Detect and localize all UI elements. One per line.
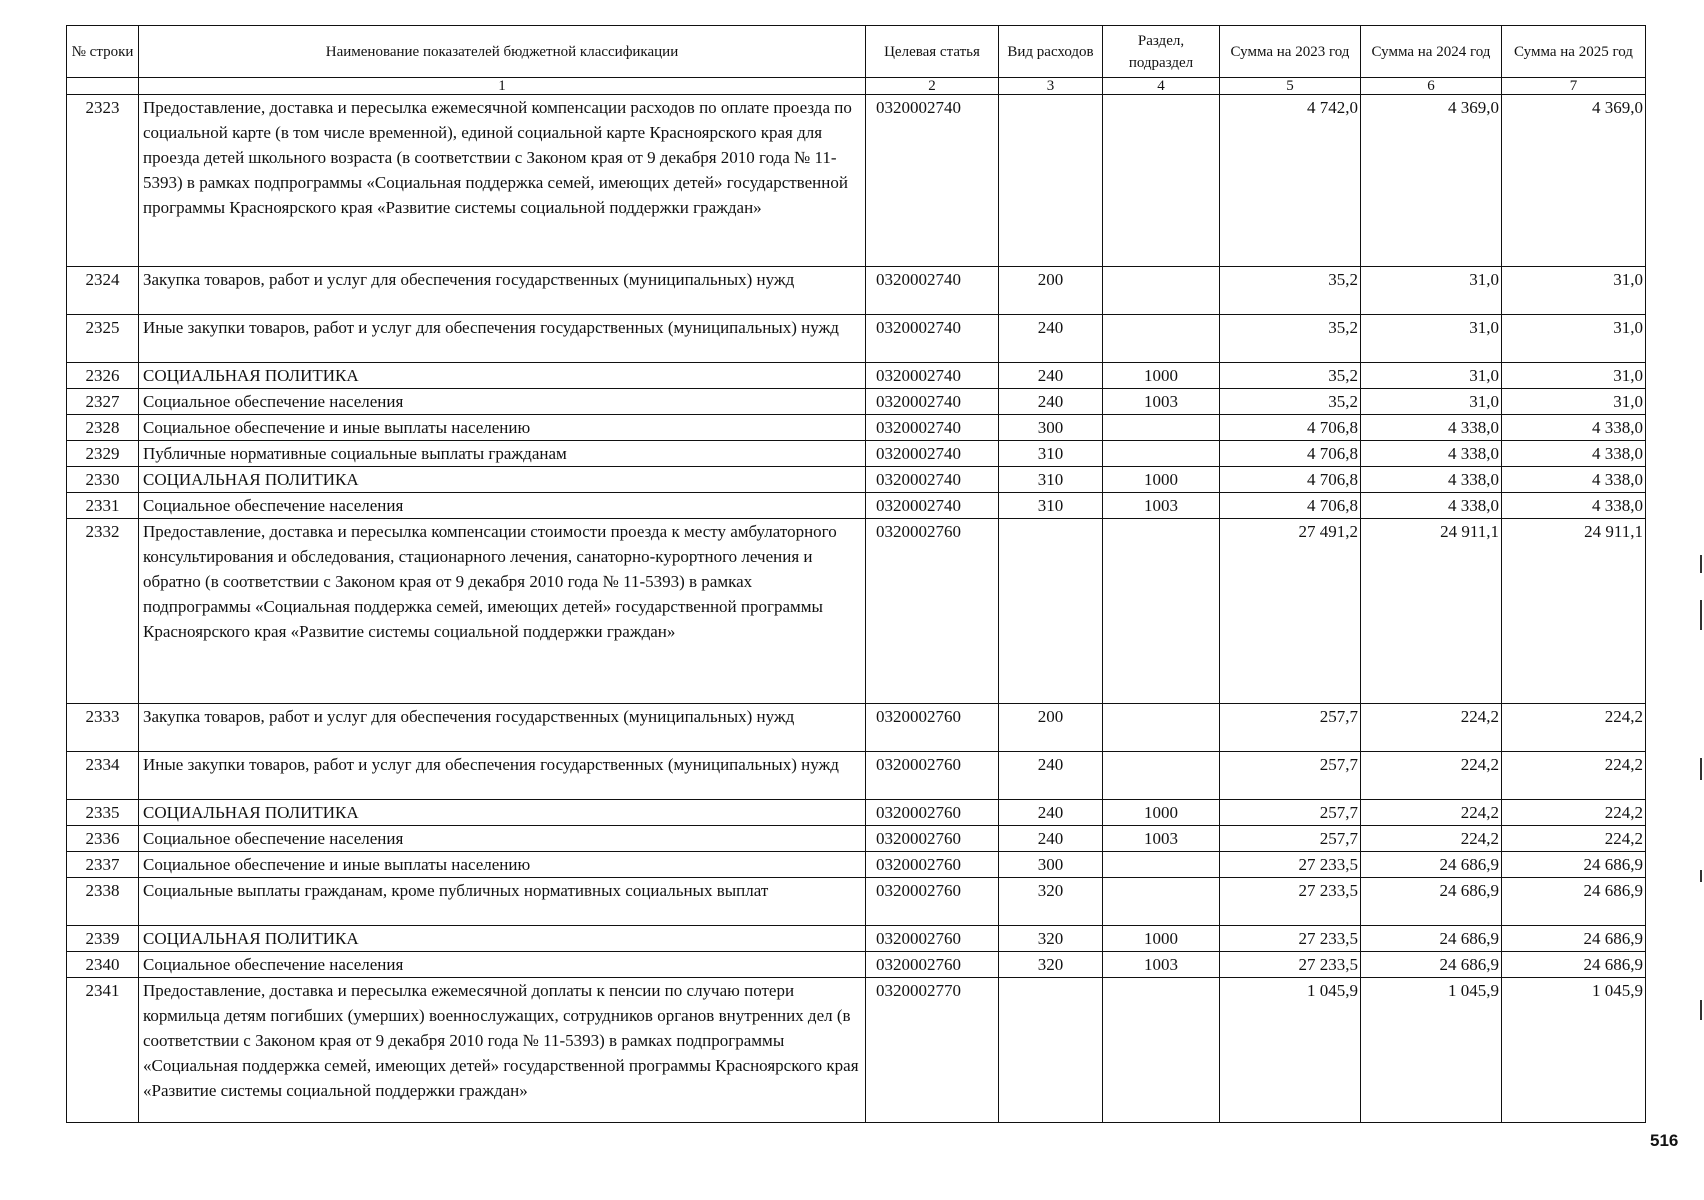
row-kind: 300 (999, 852, 1103, 878)
row-sum-2025: 4 338,0 (1502, 493, 1646, 519)
table-row (67, 978, 1646, 1123)
row-name: Социальные выплаты гражданам, кроме публичных нормативных социальных выплат (139, 878, 866, 926)
row-kind: 240 (999, 800, 1103, 826)
row-number: 2328 (67, 415, 139, 441)
row-name: Закупка товаров, работ и услуг для обеспечения государственных (муниципальных) нужд (139, 267, 866, 315)
row-sum-2025: 24 686,9 (1502, 952, 1646, 978)
row-number: 2341 (67, 978, 139, 1123)
row-section: 1000 (1103, 926, 1220, 952)
row-sum-2024: 224,2 (1361, 752, 1502, 800)
column-number: 1 (139, 78, 866, 95)
row-name: СОЦИАЛЬНАЯ ПОЛИТИКА (139, 926, 866, 952)
row-number: 2337 (67, 852, 139, 878)
row-sum-2025: 224,2 (1502, 826, 1646, 852)
row-section: 1000 (1103, 467, 1220, 493)
column-number: 2 (866, 78, 999, 95)
row-sum-2023: 27 233,5 (1220, 852, 1361, 878)
row-target-code: 0320002760 (866, 752, 999, 800)
row-number: 2339 (67, 926, 139, 952)
row-sum-2025: 31,0 (1502, 315, 1646, 363)
row-name: Социальное обеспечение и иные выплаты населению (139, 415, 866, 441)
row-section: 1000 (1103, 800, 1220, 826)
row-sum-2024: 4 338,0 (1361, 493, 1502, 519)
table-row (67, 95, 1646, 267)
table-row (67, 926, 1646, 952)
row-name: СОЦИАЛЬНАЯ ПОЛИТИКА (139, 363, 866, 389)
row-sum-2024: 4 338,0 (1361, 441, 1502, 467)
row-target-code: 0320002760 (866, 852, 999, 878)
row-name: Закупка товаров, работ и услуг для обеспечения государственных (муниципальных) нужд (139, 704, 866, 752)
row-target-code: 0320002740 (866, 493, 999, 519)
row-name: Социальное обеспечение населения (139, 493, 866, 519)
header-sum-2023: Сумма на 2023 год (1220, 26, 1361, 78)
row-sum-2025: 24 686,9 (1502, 878, 1646, 926)
scan-edge-mark (1700, 758, 1702, 780)
row-number: 2332 (67, 519, 139, 704)
row-sum-2024: 31,0 (1361, 315, 1502, 363)
row-target-code: 0320002740 (866, 441, 999, 467)
row-name: СОЦИАЛЬНАЯ ПОЛИТИКА (139, 800, 866, 826)
row-target-code: 0320002760 (866, 826, 999, 852)
table-row (67, 952, 1646, 978)
column-number: 5 (1220, 78, 1361, 95)
row-name: Социальное обеспечение населения (139, 389, 866, 415)
row-name: Иные закупки товаров, работ и услуг для обеспечения государственных (муниципальных) нужд (139, 315, 866, 363)
row-target-code: 0320002740 (866, 415, 999, 441)
row-sum-2025: 24 911,1 (1502, 519, 1646, 704)
header-section: Раздел, подраздел (1103, 26, 1220, 78)
row-kind (999, 978, 1103, 1123)
row-name: Иные закупки товаров, работ и услуг для обеспечения государственных (муниципальных) нужд (139, 752, 866, 800)
row-kind: 300 (999, 415, 1103, 441)
row-name: Социальное обеспечение и иные выплаты населению (139, 852, 866, 878)
row-sum-2023: 4 706,8 (1220, 441, 1361, 467)
row-sum-2023: 257,7 (1220, 704, 1361, 752)
row-number: 2330 (67, 467, 139, 493)
row-number: 2323 (67, 95, 139, 267)
row-sum-2024: 4 369,0 (1361, 95, 1502, 267)
row-section (1103, 315, 1220, 363)
column-number (67, 78, 139, 95)
table-row (67, 826, 1646, 852)
row-kind: 310 (999, 493, 1103, 519)
row-sum-2023: 257,7 (1220, 752, 1361, 800)
row-sum-2024: 1 045,9 (1361, 978, 1502, 1123)
row-section: 1003 (1103, 493, 1220, 519)
row-kind: 310 (999, 467, 1103, 493)
row-kind: 240 (999, 826, 1103, 852)
row-sum-2023: 27 233,5 (1220, 926, 1361, 952)
row-number: 2329 (67, 441, 139, 467)
row-name: Публичные нормативные социальные выплаты гражданам (139, 441, 866, 467)
row-section (1103, 752, 1220, 800)
table-row (67, 415, 1646, 441)
row-target-code: 0320002740 (866, 363, 999, 389)
header-target: Целевая статья (866, 26, 999, 78)
column-number: 4 (1103, 78, 1220, 95)
row-number: 2338 (67, 878, 139, 926)
row-section (1103, 852, 1220, 878)
row-sum-2023: 35,2 (1220, 267, 1361, 315)
row-sum-2025: 4 338,0 (1502, 441, 1646, 467)
row-sum-2023: 4 706,8 (1220, 493, 1361, 519)
row-sum-2024: 4 338,0 (1361, 415, 1502, 441)
row-sum-2025: 24 686,9 (1502, 926, 1646, 952)
scan-edge-mark (1700, 600, 1702, 630)
row-section (1103, 267, 1220, 315)
row-sum-2025: 224,2 (1502, 800, 1646, 826)
table-row (67, 493, 1646, 519)
row-section (1103, 95, 1220, 267)
header-row-no: № строки (67, 26, 139, 78)
row-number: 2325 (67, 315, 139, 363)
row-kind: 200 (999, 704, 1103, 752)
row-sum-2023: 257,7 (1220, 826, 1361, 852)
row-sum-2025: 31,0 (1502, 389, 1646, 415)
row-kind: 240 (999, 315, 1103, 363)
row-target-code: 0320002740 (866, 467, 999, 493)
row-target-code: 0320002740 (866, 315, 999, 363)
row-sum-2025: 1 045,9 (1502, 978, 1646, 1123)
scan-edge-mark (1700, 1000, 1702, 1020)
scan-edge-mark (1700, 870, 1702, 882)
row-kind: 200 (999, 267, 1103, 315)
row-name: Предоставление, доставка и пересылка компенсации стоимости проезда к месту амбулаторного консультирования и обследования, стационарного лечения, санаторно-курортного лечения и обратно (в соответствии с Законом края от 9 декабря 2010 года № 11-5393) в рамках подпрограммы «Социальная поддержка семей, имеющих детей» государственной программы Красноярского края «Развитие системы социальной поддержки граждан» (139, 519, 866, 704)
row-kind: 320 (999, 952, 1103, 978)
row-target-code: 0320002760 (866, 952, 999, 978)
column-number: 6 (1361, 78, 1502, 95)
row-sum-2025: 31,0 (1502, 363, 1646, 389)
row-kind: 320 (999, 926, 1103, 952)
row-section (1103, 441, 1220, 467)
row-sum-2024: 31,0 (1361, 389, 1502, 415)
table-row (67, 467, 1646, 493)
row-section: 1000 (1103, 363, 1220, 389)
row-target-code: 0320002760 (866, 800, 999, 826)
table-row (67, 852, 1646, 878)
row-sum-2023: 27 233,5 (1220, 878, 1361, 926)
row-sum-2023: 1 045,9 (1220, 978, 1361, 1123)
row-sum-2024: 31,0 (1361, 267, 1502, 315)
row-section (1103, 415, 1220, 441)
row-sum-2025: 31,0 (1502, 267, 1646, 315)
row-target-code: 0320002760 (866, 878, 999, 926)
row-target-code: 0320002740 (866, 389, 999, 415)
header-sum-2024: Сумма на 2024 год (1361, 26, 1502, 78)
row-sum-2024: 224,2 (1361, 826, 1502, 852)
row-kind: 240 (999, 389, 1103, 415)
table-row (67, 704, 1646, 752)
header-row (67, 26, 1646, 78)
row-kind: 310 (999, 441, 1103, 467)
row-sum-2023: 35,2 (1220, 315, 1361, 363)
header-kind: Вид расходов (999, 26, 1103, 78)
row-sum-2023: 27 491,2 (1220, 519, 1361, 704)
row-sum-2024: 24 686,9 (1361, 852, 1502, 878)
row-section (1103, 978, 1220, 1123)
table-row (67, 441, 1646, 467)
scan-edge-mark (1700, 555, 1702, 573)
row-name: Социальное обеспечение населения (139, 826, 866, 852)
column-number: 7 (1502, 78, 1646, 95)
budget-table (66, 25, 1646, 1123)
row-section: 1003 (1103, 952, 1220, 978)
row-sum-2023: 4 742,0 (1220, 95, 1361, 267)
row-target-code: 0320002740 (866, 95, 999, 267)
header-name: Наименование показателей бюджетной классификации (139, 26, 866, 78)
row-kind: 240 (999, 752, 1103, 800)
row-sum-2024: 24 686,9 (1361, 878, 1502, 926)
row-target-code: 0320002740 (866, 267, 999, 315)
table-row (67, 315, 1646, 363)
row-sum-2024: 24 686,9 (1361, 926, 1502, 952)
row-sum-2023: 4 706,8 (1220, 415, 1361, 441)
row-sum-2024: 24 911,1 (1361, 519, 1502, 704)
row-section (1103, 704, 1220, 752)
row-section (1103, 878, 1220, 926)
row-number: 2340 (67, 952, 139, 978)
row-number: 2331 (67, 493, 139, 519)
row-sum-2024: 224,2 (1361, 704, 1502, 752)
column-number: 3 (999, 78, 1103, 95)
header-sum-2025: Сумма на 2025 год (1502, 26, 1646, 78)
row-sum-2025: 4 338,0 (1502, 415, 1646, 441)
row-number: 2326 (67, 363, 139, 389)
row-section: 1003 (1103, 389, 1220, 415)
row-sum-2024: 4 338,0 (1361, 467, 1502, 493)
row-sum-2023: 257,7 (1220, 800, 1361, 826)
row-sum-2025: 24 686,9 (1502, 852, 1646, 878)
row-name: СОЦИАЛЬНАЯ ПОЛИТИКА (139, 467, 866, 493)
row-sum-2025: 224,2 (1502, 752, 1646, 800)
row-sum-2023: 35,2 (1220, 363, 1361, 389)
row-target-code: 0320002760 (866, 704, 999, 752)
row-target-code: 0320002760 (866, 519, 999, 704)
row-target-code: 0320002760 (866, 926, 999, 952)
table-row (67, 878, 1646, 926)
table-row (67, 363, 1646, 389)
row-sum-2024: 24 686,9 (1361, 952, 1502, 978)
row-kind (999, 95, 1103, 267)
row-number: 2336 (67, 826, 139, 852)
table-row (67, 389, 1646, 415)
row-sum-2025: 224,2 (1502, 704, 1646, 752)
row-name: Предоставление, доставка и пересылка ежемесячной компенсации расходов по оплате проезда по социальной карте (в том числе временной), единой социальной карте Красноярского края для проезда детей школьного возраста (в соответствии с Законом края от 9 декабря 2010 года № 11-5393) в рамках подпрограммы «Социальная поддержка семей, имеющих детей» государственной программы Красноярского края «Развитие системы социальной поддержки граждан» (139, 95, 866, 267)
row-sum-2023: 4 706,8 (1220, 467, 1361, 493)
row-name: Социальное обеспечение населения (139, 952, 866, 978)
row-sum-2024: 31,0 (1361, 363, 1502, 389)
row-number: 2327 (67, 389, 139, 415)
row-kind: 240 (999, 363, 1103, 389)
row-number: 2324 (67, 267, 139, 315)
row-section (1103, 519, 1220, 704)
page-number: 516 (1650, 1131, 1679, 1150)
row-number: 2335 (67, 800, 139, 826)
row-kind (999, 519, 1103, 704)
row-sum-2025: 4 369,0 (1502, 95, 1646, 267)
table-row (67, 267, 1646, 315)
row-sum-2025: 4 338,0 (1502, 467, 1646, 493)
table-row (67, 800, 1646, 826)
row-sum-2024: 224,2 (1361, 800, 1502, 826)
column-number-row (67, 78, 1646, 95)
row-target-code: 0320002770 (866, 978, 999, 1123)
row-number: 2333 (67, 704, 139, 752)
row-number: 2334 (67, 752, 139, 800)
table-row (67, 752, 1646, 800)
row-section: 1003 (1103, 826, 1220, 852)
row-sum-2023: 35,2 (1220, 389, 1361, 415)
row-sum-2023: 27 233,5 (1220, 952, 1361, 978)
row-name: Предоставление, доставка и пересылка ежемесячной доплаты к пенсии по случаю потери кормильца детям погибших (умерших) военнослужащих, сотрудников органов внутренних дел (в соответствии с Законом края от 9 декабря 2010 года № 11-5393) в рамках подпрограммы «Социальная поддержка семей, имеющих детей» государственной программы Красноярского края «Развитие системы социальной поддержки граждан» (139, 978, 866, 1123)
row-kind: 320 (999, 878, 1103, 926)
table-row (67, 519, 1646, 704)
